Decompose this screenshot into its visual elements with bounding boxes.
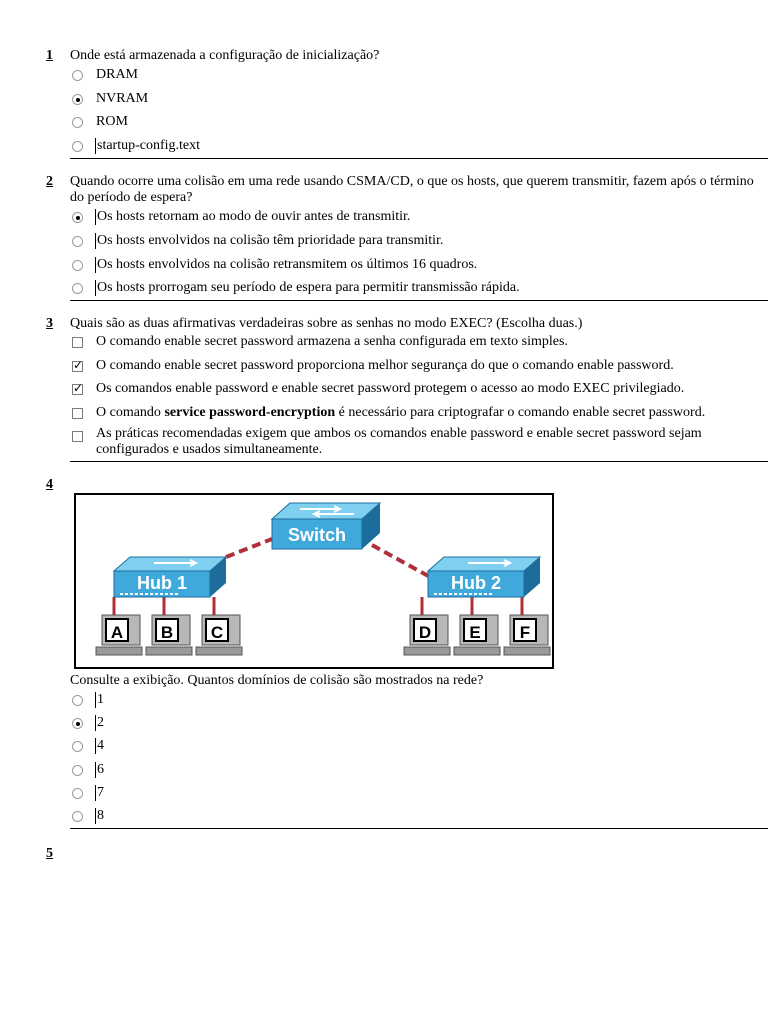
question-text: Onde está armazenada a configuração de inicialização? [70,48,380,63]
checkbox[interactable] [72,408,83,419]
radio-button[interactable] [72,283,83,294]
option-8[interactable] [70,808,768,828]
checkbox-option-c[interactable] [70,381,768,401]
radio-button[interactable] [72,236,83,247]
option-label: ROM [96,114,128,129]
option-rom[interactable] [70,114,768,134]
option-label: 7 [97,785,104,800]
option-label-part: é necessário para criptografar o comando enable secret password. [335,405,706,420]
host-f-icon [504,615,550,655]
separator [70,461,768,462]
host-c-label: C [210,623,224,642]
link-hub1-switch [226,539,272,557]
option-label: Os hosts retornam ao modo de ouvir antes de transmitir. [97,209,411,224]
radio-button[interactable] [72,141,83,152]
hub2-icon [428,557,540,597]
option-c[interactable] [70,257,768,277]
option-label: 6 [97,762,104,777]
radio-button-selected[interactable] [72,718,83,729]
option-nvram[interactable] [70,91,768,111]
option-label: Os hosts prorrogam seu período de espera para permitir transmissão rápida. [97,280,520,295]
radio-button[interactable] [72,811,83,822]
checkbox-option-b[interactable] [70,358,768,378]
host-c-icon [196,615,242,655]
host-b-icon [146,615,192,655]
option-label: As práticas recomendadas exigem que ambos os comandos enable password e enable secret password sejam configurados e usados simultaneamente. [96,426,702,457]
option-label: 2 [97,715,104,730]
question-number: 5 [46,846,53,861]
option-d[interactable] [70,280,768,300]
option-label: 8 [97,808,104,823]
separator [70,828,768,829]
command-name: service password-encryption [164,405,336,420]
checkbox[interactable] [72,431,83,442]
separator [70,300,768,301]
switch-icon [272,503,380,549]
checkbox-option-e[interactable] [70,426,768,462]
radio-button[interactable] [72,260,83,271]
checkbox-option-a[interactable] [70,334,768,354]
host-a-label: A [110,623,124,642]
option-label: Os hosts envolvidos na colisão retransmitem os últimos 16 quadros. [97,257,478,272]
option-label: Os hosts envolvidos na colisão têm prioridade para transmitir. [97,233,444,248]
option-label: Os comandos enable password e enable secret password protegem o acesso ao modo EXEC privilegiado. [96,381,685,396]
option-1[interactable] [70,692,768,712]
option-label-part: O comando [96,405,165,420]
network-exhibit [74,493,554,669]
question-number: 4 [46,477,53,492]
option-b[interactable] [70,233,768,253]
question-number: 1 [46,48,53,63]
radio-button[interactable] [72,70,83,81]
separator [70,158,768,159]
question-text: Quando ocorre uma colisão em uma rede usando CSMA/CD, o que os hosts, que querem transmitir, fazem após o término do período de espera? [70,174,754,205]
option-4[interactable] [70,738,768,758]
question-number: 3 [46,316,53,331]
switch-label: Switch [287,525,347,545]
link-hub2-switch [372,545,430,577]
host-b-label: B [160,623,174,642]
radio-button[interactable] [72,695,83,706]
question-number: 2 [46,174,53,189]
network-diagram [76,495,552,667]
hub1-label: Hub 1 [136,573,188,593]
option-startup-config[interactable] [70,138,768,158]
option-label: startup-config.text [97,138,201,153]
host-d-icon [404,615,450,655]
host-links [114,597,522,615]
hub1-icon [114,557,226,597]
option-label: 1 [97,692,104,707]
radio-button[interactable] [72,788,83,799]
radio-button-selected[interactable] [72,212,83,223]
option-label: NVRAM [96,91,149,106]
host-a-icon [96,615,142,655]
host-d-label: D [418,623,432,642]
radio-button[interactable] [72,741,83,752]
host-e-icon [454,615,500,655]
option-label: DRAM [96,67,139,82]
option-a[interactable] [70,209,768,229]
checkbox-checked[interactable] [72,384,83,395]
option-6[interactable] [70,762,768,782]
option-7[interactable] [70,785,768,805]
host-e-label: E [469,623,481,642]
question-text: Quais são as duas afirmativas verdadeiras sobre as senhas no modo EXEC? (Escolha duas.) [70,316,583,331]
checkbox-option-d[interactable] [70,405,768,425]
radio-button-selected[interactable] [72,94,83,105]
option-dram[interactable] [70,67,768,87]
option-label [96,405,705,421]
option-label: 4 [97,738,104,753]
option-label: O comando enable secret password armazena a senha configurada em texto simples. [96,334,568,349]
option-label: O comando enable secret password proporciona melhor segurança do que o comando enable password. [96,358,674,373]
radio-button[interactable] [72,117,83,128]
checkbox[interactable] [72,337,83,348]
checkbox-checked[interactable] [72,361,83,372]
option-2[interactable] [70,715,768,735]
host-f-label: F [519,623,531,642]
question-text: Consulte a exibição. Quantos domínios de colisão são mostrados na rede? [70,673,484,688]
hub2-label: Hub 2 [450,573,502,593]
radio-button[interactable] [72,765,83,776]
